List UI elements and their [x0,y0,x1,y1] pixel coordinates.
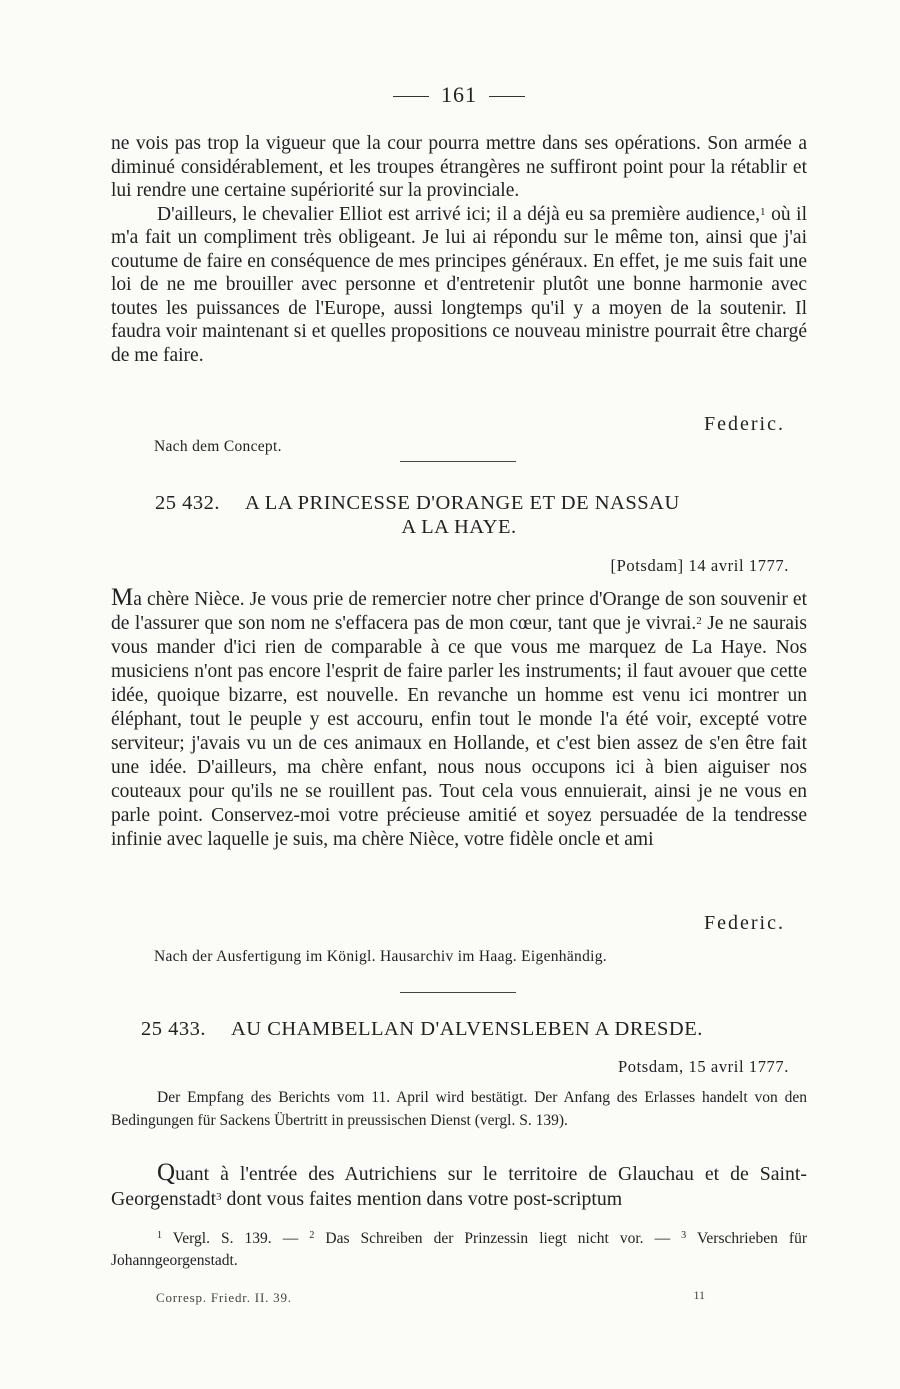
letter2-paragraph [111,586,807,852]
letter2-signature: Federic. [704,912,785,934]
letter1-signature: Federic. [704,413,785,435]
letter3-summary-text: Der Empfang des Berichts vom 11. April wird bestätigt. Der Anfang des Erlasses handelt von den Bedingungen für Sackens Übertritt in preussischen Dienst (vergl. S. 139). [111,1089,807,1129]
letter1-paragraph2 [111,203,807,368]
letter3-initial: Q [157,1159,176,1186]
letter1-source-note: Nach dem Concept. [154,438,282,455]
letter1-paragraph2-text-a: D'ailleurs, le chevalier Elliot est arrivé ici; il a déjà eu sa première audience, [157,203,761,225]
section-divider [400,461,516,462]
page-header [111,82,807,108]
letter2-place-date: [Potsdam] 14 avril 1777. [610,556,789,575]
letter2-text-a: a chère Nièce. Je vous prie de remercier notre cher prince d'Orange de son souvenir et de l'assurer que son nom ne s'effacera pas de mon cœur, tant que je vivrai. [111,589,807,634]
letter2-source-note: Nach der Ausfertigung im Königl. Hausarchiv im Haag. Eigenhändig. [154,948,607,965]
letter2-initial: M [111,584,134,611]
footnote-1: Vergl. S. 139. — [162,1230,310,1247]
footnote-ref-1[interactable]: 1 [760,205,766,218]
footnote-mark-3: 3 [681,1230,687,1241]
footnote-ref-3[interactable]: 3 [216,1191,222,1203]
footnote-3: Verschrieben für Johanngeorgenstadt. [111,1230,807,1269]
letter3-summary [111,1087,807,1132]
sheet-number: 11 [693,1288,705,1302]
letter3-text-a: uant à l'entrée des Autrichiens sur le territoire de Glauchau et de Saint-Georgenstadt [111,1163,807,1210]
letter1-paragraph2-text-b: où il m'a fait un compliment très obligeant. Je lui ai répondu sur le même ton, ainsi que j'ai coutume de faire en conséquence de mes principes généraux. En effet, je me suis fait une loi de ne me brouiller avec personne et d'entretenir plutôt une bonne harmonie avec toutes les puissances de l'Europe, aussi longtemps qu'il y a moyen de la soutenir. Il faudra voir maintenant si et quelles propositions ce nouveau ministre pourrait être chargé de me faire. [111,203,807,366]
footnotes [111,1228,807,1272]
letter1-body [111,132,807,367]
footnotes-text [111,1228,807,1272]
letter2-text-b: Je ne saurais vous mander d'ici rien de comparable à ce que vous me marquez de La Haye. Nos musiciens n'ont pas encore l'esprit de faire parler les instruments; il faut avouer que cette idée, quoique bizarre, est nouvelle. En revanche un homme est venu ici montrer un éléphant, tout le peuple y est accouru, enfin tout le monde l'a été voir, excepté votre serviteur; j'avais vu un de ces animaux en Hollande, et c'est bien assez de s'en être fait une idée. D'ailleurs, ma chère enfant, nous nous occupons ici à bien aiguiser nos couteaux pour qu'ils ne se rouillent pas. Tout cela vous ennuierait, ainsi je ne vous en parle point. Conservez-moi votre précieuse amitié et soyez persuadée de la tendresse infinie avec laquelle je suis, ma chère Nièce, votre fidèle oncle et ami [111,613,807,850]
section-divider-2 [400,992,516,993]
header-dash-right [489,96,525,97]
letter3-title: AU CHAMBELLAN D'ALVENSLEBEN A DRESDE. [231,1018,703,1040]
letter2-title-line1: A LA PRINCESSE D'ORANGE ET DE NASSAU [245,492,680,514]
footnote-ref-2[interactable]: 2 [696,615,702,627]
footnote-2: Das Schreiben der Prinzessin liegt nicht vor. — [314,1230,682,1247]
letter2-title-line2: A LA HAYE. [401,516,517,538]
footnote-mark-2: 2 [309,1230,315,1241]
header-dash-left [393,96,429,97]
footnote-mark-1: 1 [157,1230,162,1241]
letter3-place-date: Potsdam, 15 avril 1777. [617,1057,789,1076]
letter3-text-b: dont vous faites mention dans votre post-scriptum [221,1188,623,1210]
letter2-body [111,586,807,852]
letter1-paragraph1: ne vois pas trop la vigueur que la cour pourra mettre dans ses opérations. Son armée a diminué considérablement, et les troupes étrangères ne suffiront point pour la rétablir et lui rendre une certaine supériorité sur la provinciale. [111,133,807,201]
page-number: 161 [441,82,477,107]
letter2-number: 25 432. [155,492,220,514]
letter3-number: 25 433. [141,1018,206,1040]
signature-line: Corresp. Friedr. II. 39. [156,1290,292,1305]
letter3-body [111,1160,807,1212]
letter3-paragraph [111,1160,807,1212]
